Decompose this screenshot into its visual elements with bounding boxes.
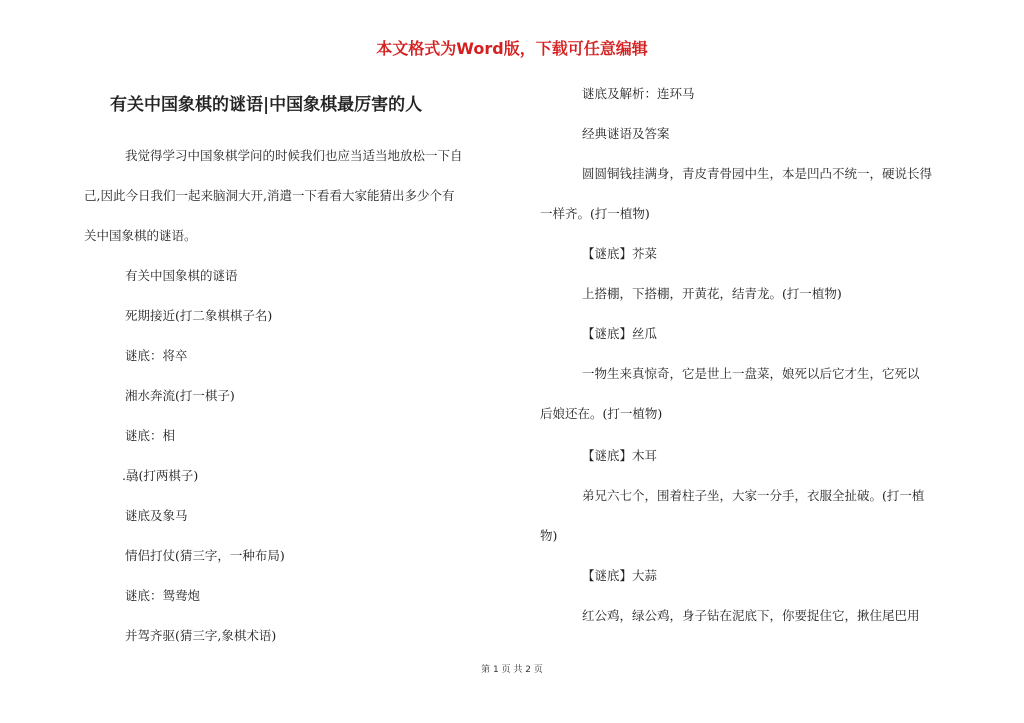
- riddle-2: 湘水奔流(打一棋子): [125, 388, 235, 403]
- intro-line-1: 我觉得学习中国象棋学问的时候我们也应当适当地放松一下自: [125, 148, 463, 163]
- answer-5: 谜底及解析：连环马: [582, 86, 695, 101]
- answer-6: 【谜底】芥菜: [582, 246, 658, 261]
- answer-2: 谜底：相: [125, 428, 176, 443]
- riddle-6-line-1: 圆圆铜钱挂满身，青皮青骨园中生，本是凹凸不统一，硬说长得: [582, 166, 933, 181]
- answer-8: 【谜底】木耳: [582, 448, 658, 463]
- riddle-8-line-2: 后娘还在。(打一植物): [540, 406, 663, 421]
- answer-3: 谜底及象马: [125, 508, 188, 523]
- page-number: 第 1 页 共 2 页: [481, 665, 543, 675]
- riddle-8-line-1: 一物生来真惊奇，它是世上一盘菜，娘死以后它才生，它死以: [582, 366, 920, 381]
- answer-9: 【谜底】大蒜: [582, 568, 658, 583]
- answer-7: 【谜底】丝瓜: [582, 326, 658, 341]
- riddle-1: 死期接近(打二象棋棋子名): [125, 308, 273, 323]
- riddle-10-line-1: 红公鸡，绿公鸡，身子钻在泥底下，你要捉住它，揪住尾巴用: [582, 608, 920, 623]
- download-banner: 本文格式为Word版，下载可任意编辑: [376, 39, 648, 58]
- riddle-9-line-2: 物): [540, 528, 558, 543]
- page-title: 有关中国象棋的谜语|中国象棋最厉害的人: [110, 95, 423, 115]
- riddle-7: 上搭棚，下搭棚，开黄花，结青龙。(打一植物): [582, 286, 842, 301]
- riddle-3: .骉(打两棋子): [122, 468, 199, 483]
- riddle-6-line-2: 一样齐。(打一植物): [540, 206, 650, 221]
- section-heading: 有关中国象棋的谜语: [125, 268, 238, 283]
- answer-1: 谜底：将卒: [125, 348, 188, 363]
- intro-line-3: 关中国象棋的谜语。: [84, 228, 197, 243]
- section-heading-2: 经典谜语及答案: [582, 126, 670, 141]
- riddle-4: 情侣打仗(猜三字，一种布局): [125, 548, 285, 563]
- riddle-9-line-1: 弟兄六七个，围着柱子坐，大家一分手，衣服全扯破。(打一植: [582, 488, 925, 503]
- riddle-5: 并驾齐驱(猜三字,象棋术语): [125, 628, 277, 643]
- answer-4: 谜底：鸳鸯炮: [125, 588, 201, 603]
- intro-line-2: 己,因此今日我们一起来脑洞大开,消遣一下看看大家能猜出多少个有: [84, 188, 455, 203]
